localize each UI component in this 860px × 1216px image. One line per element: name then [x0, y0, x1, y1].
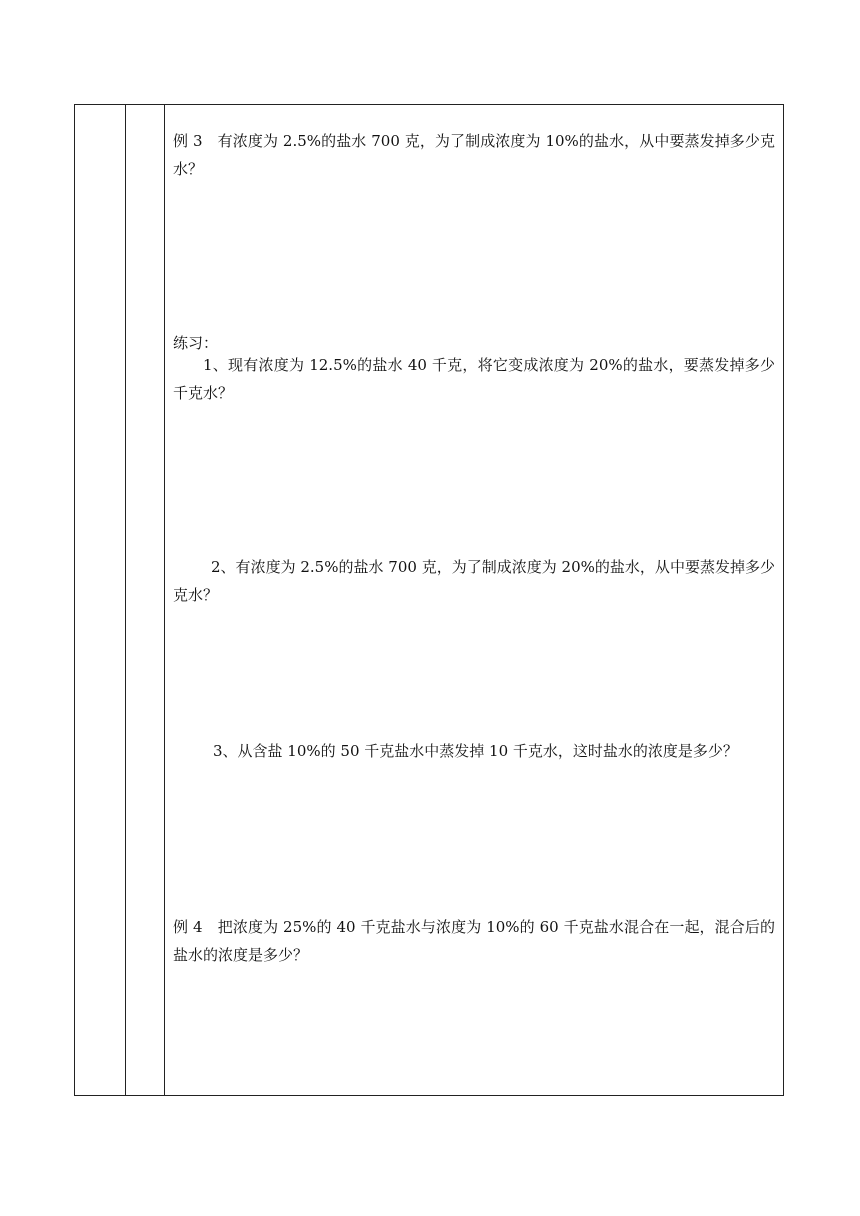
worksheet-table	[74, 104, 784, 1096]
exercise-heading: 练习：	[173, 334, 219, 352]
exercise-1-text: 1、现有浓度为 12.5%的盐水 40 千克，将它变成浓度为 20%的盐水，要蒸发掉多少千克水？	[173, 356, 775, 402]
example-4-text: 例 4 把浓度为 25%的 40 千克盐水与浓度为 10%的 60 千克盐水混合在一起，混合后的盐水的浓度是多少？	[173, 918, 775, 964]
exercise-3-text: 3、从含盐 10%的 50 千克盐水中蒸发掉 10 千克水，这时盐水的浓度是多少？	[213, 742, 738, 760]
table-column-divider-1	[125, 105, 126, 1095]
content-cell	[165, 105, 783, 1095]
exercise-2-text: 2、有浓度为 2.5%的盐水 700 克，为了制成浓度为 20%的盐水，从中要蒸发掉多少克水？	[173, 558, 775, 604]
example-3-text: 例 3 有浓度为 2.5%的盐水 700 克，为了制成浓度为 10%的盐水，从中要蒸发掉多少克水？	[173, 132, 775, 178]
